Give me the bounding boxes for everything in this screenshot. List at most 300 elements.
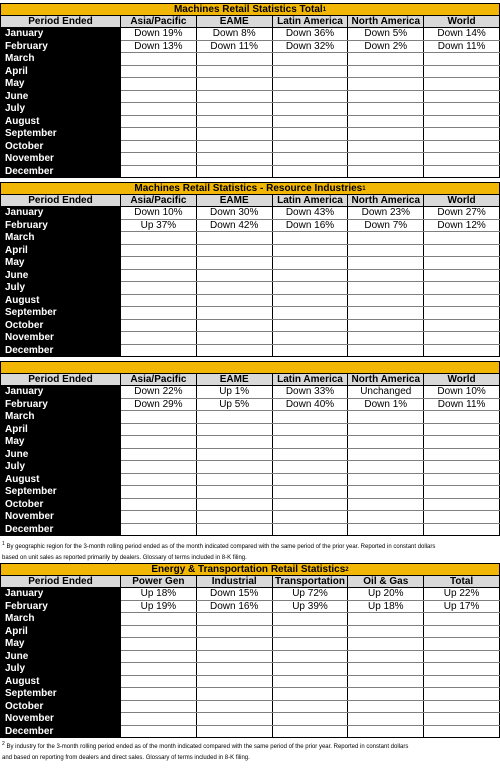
- table-cell: [272, 232, 348, 245]
- table-cell: [424, 294, 500, 307]
- table-cell: Down 13%: [121, 40, 197, 53]
- table-cell: [424, 423, 500, 436]
- table-cell: [121, 713, 197, 726]
- energy-transportation-table: [0, 575, 500, 738]
- table-cell: Down 14%: [424, 28, 500, 41]
- table-cell: [196, 725, 272, 738]
- table-cell: [121, 625, 197, 638]
- table-cell: [348, 282, 424, 295]
- table-row: [1, 90, 500, 103]
- table-cell: [272, 700, 348, 713]
- table-cell: [121, 511, 197, 524]
- table-cell: [272, 53, 348, 66]
- table-row: [1, 294, 500, 307]
- table-cell: [196, 244, 272, 257]
- table-cell: [196, 269, 272, 282]
- table-cell: Up 39%: [272, 600, 348, 613]
- table-cell: [272, 307, 348, 320]
- table-cell: [272, 332, 348, 345]
- table-cell: Down 36%: [272, 28, 348, 41]
- month-label: January: [1, 588, 121, 601]
- table-cell: [348, 332, 424, 345]
- table-cell: [348, 700, 424, 713]
- table-cell: Up 18%: [348, 600, 424, 613]
- table-cell: [272, 638, 348, 651]
- table-cell: [348, 448, 424, 461]
- table-cell: [272, 103, 348, 116]
- table-row: [1, 688, 500, 701]
- table-cell: [121, 613, 197, 626]
- table-cell: Down 5%: [348, 28, 424, 41]
- table-row: [1, 436, 500, 449]
- table-cell: [424, 700, 500, 713]
- table-cell: [424, 498, 500, 511]
- section-title: Energy & Transportation Retail Statistics: [151, 564, 346, 575]
- month-label: January: [1, 386, 121, 399]
- month-label: July: [1, 282, 121, 295]
- month-label: July: [1, 103, 121, 116]
- month-label: February: [1, 40, 121, 53]
- header-row: [1, 16, 500, 28]
- table-row: [1, 232, 500, 245]
- table-row: [1, 423, 500, 436]
- table-cell: [196, 523, 272, 536]
- month-label: January: [1, 207, 121, 220]
- column-header: Asia/Pacific: [121, 16, 197, 28]
- table-cell: [272, 411, 348, 424]
- table-cell: Down 12%: [424, 219, 500, 232]
- table-cell: [272, 473, 348, 486]
- table-row: [1, 40, 500, 53]
- table-row: [1, 411, 500, 424]
- table-row: [1, 650, 500, 663]
- table-cell: [272, 650, 348, 663]
- machines-total-table: [0, 15, 500, 178]
- table-cell: [424, 436, 500, 449]
- table-row: [1, 344, 500, 357]
- month-label: October: [1, 319, 121, 332]
- table-cell: [196, 344, 272, 357]
- table-cell: Up 5%: [196, 398, 272, 411]
- column-header: World: [424, 195, 500, 207]
- table-cell: Down 23%: [348, 207, 424, 220]
- table-row: [1, 115, 500, 128]
- table-cell: Up 22%: [424, 588, 500, 601]
- table-cell: Unchanged: [348, 386, 424, 399]
- table-cell: Down 43%: [272, 207, 348, 220]
- table-cell: [121, 103, 197, 116]
- table-cell: Up 17%: [424, 600, 500, 613]
- footnote-line: By geographic region for the 3-month rolling period ended as of the month indicated compared with the same period of the prior year. Reported in constant dollars: [6, 544, 436, 550]
- table-cell: [424, 638, 500, 651]
- table-cell: [348, 725, 424, 738]
- month-label: September: [1, 307, 121, 320]
- table-cell: [196, 257, 272, 270]
- table-cell: [121, 423, 197, 436]
- table-cell: [121, 307, 197, 320]
- table-cell: [348, 65, 424, 78]
- table-cell: [272, 675, 348, 688]
- table-cell: [121, 725, 197, 738]
- table-cell: [272, 128, 348, 141]
- table-row: [1, 511, 500, 524]
- table-cell: [196, 436, 272, 449]
- table-cell: [272, 713, 348, 726]
- table-cell: [121, 90, 197, 103]
- table-cell: [348, 650, 424, 663]
- table-cell: [121, 165, 197, 178]
- table-cell: [348, 244, 424, 257]
- table-cell: [272, 423, 348, 436]
- table-cell: [348, 473, 424, 486]
- table-cell: [121, 461, 197, 474]
- table-cell: [121, 78, 197, 91]
- table-cell: [272, 344, 348, 357]
- table-row: [1, 613, 500, 626]
- month-label: November: [1, 332, 121, 345]
- column-header: Asia/Pacific: [121, 374, 197, 386]
- month-label: May: [1, 257, 121, 270]
- month-label: March: [1, 411, 121, 424]
- table-cell: [424, 269, 500, 282]
- table-cell: Down 19%: [121, 28, 197, 41]
- month-label: November: [1, 153, 121, 166]
- section-title-bar: [0, 182, 500, 194]
- table-cell: [272, 294, 348, 307]
- table-cell: [424, 675, 500, 688]
- table-cell: [196, 65, 272, 78]
- table-cell: [348, 78, 424, 91]
- table-cell: Down 40%: [272, 398, 348, 411]
- table-cell: [348, 165, 424, 178]
- table-cell: [121, 282, 197, 295]
- table-cell: [121, 523, 197, 536]
- table-cell: [424, 90, 500, 103]
- table-cell: [196, 319, 272, 332]
- table-cell: [121, 675, 197, 688]
- table-cell: [196, 165, 272, 178]
- table-cell: [424, 411, 500, 424]
- table-cell: [424, 307, 500, 320]
- table-cell: [348, 486, 424, 499]
- table-cell: [424, 461, 500, 474]
- table-cell: [272, 282, 348, 295]
- table-cell: Down 8%: [196, 28, 272, 41]
- section-title-footnote-mark: 1: [362, 185, 366, 192]
- table-row: [1, 663, 500, 676]
- table-cell: [121, 473, 197, 486]
- table-cell: [348, 663, 424, 676]
- table-cell: [121, 650, 197, 663]
- month-label: February: [1, 219, 121, 232]
- table-row: [1, 498, 500, 511]
- table-cell: Down 16%: [196, 600, 272, 613]
- table-cell: [272, 65, 348, 78]
- table-cell: [121, 700, 197, 713]
- table-cell: [424, 140, 500, 153]
- table-row: [1, 473, 500, 486]
- table-cell: [272, 613, 348, 626]
- table-cell: [196, 232, 272, 245]
- section-title-bar: [0, 361, 500, 373]
- column-header: Industrial: [196, 576, 272, 588]
- table-cell: [196, 423, 272, 436]
- table-cell: [121, 411, 197, 424]
- table-row: [1, 65, 500, 78]
- table-cell: Down 15%: [196, 588, 272, 601]
- month-label: September: [1, 128, 121, 141]
- month-label: December: [1, 344, 121, 357]
- table-cell: [348, 294, 424, 307]
- table-cell: [348, 344, 424, 357]
- table-cell: [424, 319, 500, 332]
- month-label: April: [1, 423, 121, 436]
- table-cell: Down 29%: [121, 398, 197, 411]
- table-cell: Down 11%: [424, 40, 500, 53]
- table-row: [1, 207, 500, 220]
- month-label: October: [1, 498, 121, 511]
- table-cell: [272, 257, 348, 270]
- section-title: Machines Retail Statistics - Resource Industries: [134, 183, 363, 194]
- month-label: January: [1, 28, 121, 41]
- table-cell: [121, 436, 197, 449]
- table-cell: [196, 473, 272, 486]
- footnote-mark: 2: [2, 741, 5, 747]
- table-cell: [424, 244, 500, 257]
- table-row: [1, 165, 500, 178]
- table-row: [1, 244, 500, 257]
- table-row: [1, 153, 500, 166]
- month-label: July: [1, 663, 121, 676]
- table-cell: [348, 688, 424, 701]
- column-header: EAME: [196, 195, 272, 207]
- table-cell: [272, 461, 348, 474]
- table-cell: [196, 103, 272, 116]
- table-cell: [272, 688, 348, 701]
- table-cell: [196, 411, 272, 424]
- table-cell: [272, 90, 348, 103]
- table-cell: [272, 140, 348, 153]
- month-label: September: [1, 688, 121, 701]
- table-row: [1, 257, 500, 270]
- table-row: [1, 28, 500, 41]
- table-cell: [196, 625, 272, 638]
- table-cell: Down 1%: [348, 398, 424, 411]
- energy-transportation-section: [0, 563, 500, 738]
- table-row: [1, 332, 500, 345]
- table-cell: [348, 90, 424, 103]
- table-cell: [121, 319, 197, 332]
- table-cell: [121, 638, 197, 651]
- table-row: [1, 282, 500, 295]
- header-row: [1, 576, 500, 588]
- table-cell: [424, 613, 500, 626]
- month-label: June: [1, 269, 121, 282]
- table-cell: [348, 128, 424, 141]
- table-cell: [272, 153, 348, 166]
- table-cell: [424, 78, 500, 91]
- table-cell: [348, 232, 424, 245]
- third-machines-table: [0, 373, 500, 536]
- table-cell: [348, 269, 424, 282]
- table-cell: [424, 486, 500, 499]
- table-cell: [424, 725, 500, 738]
- month-label: May: [1, 638, 121, 651]
- table-row: [1, 269, 500, 282]
- table-row: [1, 398, 500, 411]
- column-header: EAME: [196, 374, 272, 386]
- table-cell: [196, 663, 272, 676]
- table-row: [1, 448, 500, 461]
- table-cell: [196, 128, 272, 141]
- column-header: Total: [424, 576, 500, 588]
- month-label: August: [1, 115, 121, 128]
- table-cell: [272, 244, 348, 257]
- table-cell: [424, 332, 500, 345]
- table-cell: Up 37%: [121, 219, 197, 232]
- table-row: [1, 319, 500, 332]
- table-cell: [348, 713, 424, 726]
- footnote-line: By industry for the 3-month rolling period ended as of the month indicated compared with the same period of the prior year. Reported in constant dollars: [6, 744, 409, 750]
- table-cell: [121, 486, 197, 499]
- table-row: [1, 638, 500, 651]
- table-row: [1, 128, 500, 141]
- table-cell: [272, 725, 348, 738]
- month-label: November: [1, 511, 121, 524]
- table-cell: Down 2%: [348, 40, 424, 53]
- column-header: Latin America: [272, 374, 348, 386]
- table-cell: Down 32%: [272, 40, 348, 53]
- table-cell: [121, 232, 197, 245]
- month-label: December: [1, 165, 121, 178]
- table-row: [1, 600, 500, 613]
- table-cell: Down 10%: [424, 386, 500, 399]
- table-cell: [348, 461, 424, 474]
- table-cell: [424, 713, 500, 726]
- column-header: Period Ended: [1, 374, 121, 386]
- table-cell: [121, 244, 197, 257]
- table-cell: [196, 675, 272, 688]
- table-cell: [272, 498, 348, 511]
- table-cell: Up 1%: [196, 386, 272, 399]
- table-cell: [424, 115, 500, 128]
- month-label: April: [1, 244, 121, 257]
- table-cell: [121, 140, 197, 153]
- table-cell: [121, 294, 197, 307]
- footnote-mark: 1: [2, 541, 5, 547]
- column-header: North America: [348, 16, 424, 28]
- month-label: September: [1, 486, 121, 499]
- table-cell: [424, 511, 500, 524]
- table-cell: [348, 319, 424, 332]
- table-cell: [348, 411, 424, 424]
- table-row: [1, 700, 500, 713]
- table-cell: [196, 713, 272, 726]
- table-cell: [348, 675, 424, 688]
- table-cell: [424, 448, 500, 461]
- table-cell: Up 72%: [272, 588, 348, 601]
- table-cell: [348, 523, 424, 536]
- table-cell: [348, 153, 424, 166]
- month-label: October: [1, 700, 121, 713]
- table-cell: [272, 486, 348, 499]
- table-cell: Down 30%: [196, 207, 272, 220]
- table-cell: [272, 115, 348, 128]
- month-label: August: [1, 294, 121, 307]
- table-cell: [272, 319, 348, 332]
- table-cell: [196, 700, 272, 713]
- table-cell: [196, 511, 272, 524]
- table-cell: Down 11%: [424, 398, 500, 411]
- table-cell: [348, 613, 424, 626]
- month-label: May: [1, 78, 121, 91]
- table-cell: [424, 473, 500, 486]
- month-label: August: [1, 473, 121, 486]
- table-cell: [272, 663, 348, 676]
- column-header: EAME: [196, 16, 272, 28]
- table-cell: [348, 511, 424, 524]
- table-cell: [424, 344, 500, 357]
- month-label: March: [1, 53, 121, 66]
- month-label: April: [1, 625, 121, 638]
- table-cell: [196, 448, 272, 461]
- month-label: February: [1, 398, 121, 411]
- table-cell: [272, 448, 348, 461]
- column-header: Latin America: [272, 16, 348, 28]
- month-label: March: [1, 232, 121, 245]
- table-cell: [196, 78, 272, 91]
- table-row: [1, 78, 500, 91]
- column-header: World: [424, 374, 500, 386]
- month-label: April: [1, 65, 121, 78]
- table-cell: [348, 53, 424, 66]
- table-cell: Down 33%: [272, 386, 348, 399]
- footnote-1: [2, 539, 498, 564]
- table-cell: [121, 128, 197, 141]
- table-cell: [272, 511, 348, 524]
- table-cell: [121, 344, 197, 357]
- third-machines-section: [0, 361, 500, 536]
- table-cell: [272, 523, 348, 536]
- header-row: [1, 195, 500, 207]
- table-row: [1, 675, 500, 688]
- month-label: May: [1, 436, 121, 449]
- table-cell: [196, 688, 272, 701]
- table-row: [1, 588, 500, 601]
- table-cell: [196, 282, 272, 295]
- table-cell: [121, 153, 197, 166]
- table-cell: [424, 165, 500, 178]
- table-row: [1, 625, 500, 638]
- table-cell: [196, 53, 272, 66]
- table-cell: [196, 461, 272, 474]
- table-row: [1, 140, 500, 153]
- table-cell: [121, 53, 197, 66]
- table-row: [1, 486, 500, 499]
- table-cell: [424, 128, 500, 141]
- table-cell: [348, 140, 424, 153]
- table-row: [1, 725, 500, 738]
- table-cell: [196, 486, 272, 499]
- table-row: [1, 103, 500, 116]
- table-cell: [272, 269, 348, 282]
- month-label: June: [1, 650, 121, 663]
- table-cell: [424, 688, 500, 701]
- table-cell: [196, 153, 272, 166]
- table-row: [1, 219, 500, 232]
- header-row: [1, 374, 500, 386]
- table-row: [1, 53, 500, 66]
